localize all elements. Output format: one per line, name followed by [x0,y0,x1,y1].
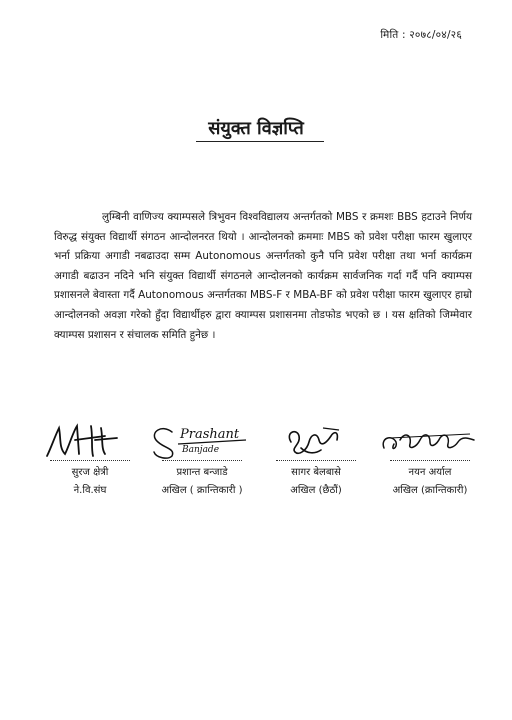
signatory-role: अखिल (छैठौं) [290,485,342,496]
signatory-3 [256,418,376,498]
signatory-name: सागर बेलबासे [291,467,341,478]
page-title: संयुक्त विज्ञप्ति [208,118,304,139]
signatory-1 [30,418,150,498]
signatory-role: अखिल ( क्रान्तिकारी ) [161,485,243,496]
signature-line-3 [276,458,356,461]
signature-line-1 [50,458,130,461]
signature-text: Prashant [180,427,240,442]
signature-block [30,418,482,518]
signatory-role: ने.वि.संघ [73,485,107,496]
notice-body: लुम्बिनी वाणिज्य क्याम्पसले त्रिभुवन विश्वविद्यालय अन्तर्गतको MBS र क्रमशः BBS हटाउने निर्णय विरुद्ध संयुक्त विद्यार्थी संगठन आन्दोलनरत थियो । आन्दोलनको क्रममाः MBS को प्रवेश परीक्षा फारम खुलाएर भर्ना प्रक्रिया अगाडी नबढाउदा सम्म Autonomous अन्तर्गतको कुनै पनि प्रवेश परीक्षा तथा भर्ना कार्यक्रम अगाडी बढाउन नदिने भनि संयुक्त विद्यार्थी संगठनले आन्दोलनको कार्यक्रम सार्वजनिक गर्दा गर्दै पनि क्याम्पस प्रशासनले बेवास्ता गर्दै Autonomous अन्तर्गतका MBS-F र MBA-BF को प्रवेश परीक्षा फारम खुलाएर हाम्रो आन्दोलनको अवज्ञा गरेको हुँदा विद्यार्थीहरु द्वारा क्याम्पस प्रशासनमा तोडफोड भएको छ । यस क्षतिको जिम्मेवार क्याम्पस प्रशासन र संचालक समिति हुनेछ । [54,211,472,341]
signature-mark-2 [142,418,262,460]
signatory-name: सुरज क्षेत्री [71,467,109,478]
date-line: मिति : २०७८/०४/२६ [380,29,462,41]
signature-text: Banjade [182,445,220,455]
signature-line-4 [390,458,470,461]
signatory-4 [370,418,490,498]
signatory-name: नयन अर्याल [408,467,452,478]
title-underline [196,141,324,142]
signature-mark-1 [35,418,145,460]
signatory-name: प्रशान्त बन्जाडे [176,467,228,478]
signature-line-2 [162,458,242,461]
signatory-role: अखिल (क्रान्तिकारी) [392,485,468,496]
signature-mark-4 [370,418,490,460]
signature-mark-3 [261,418,371,460]
signatory-2 [142,418,262,498]
